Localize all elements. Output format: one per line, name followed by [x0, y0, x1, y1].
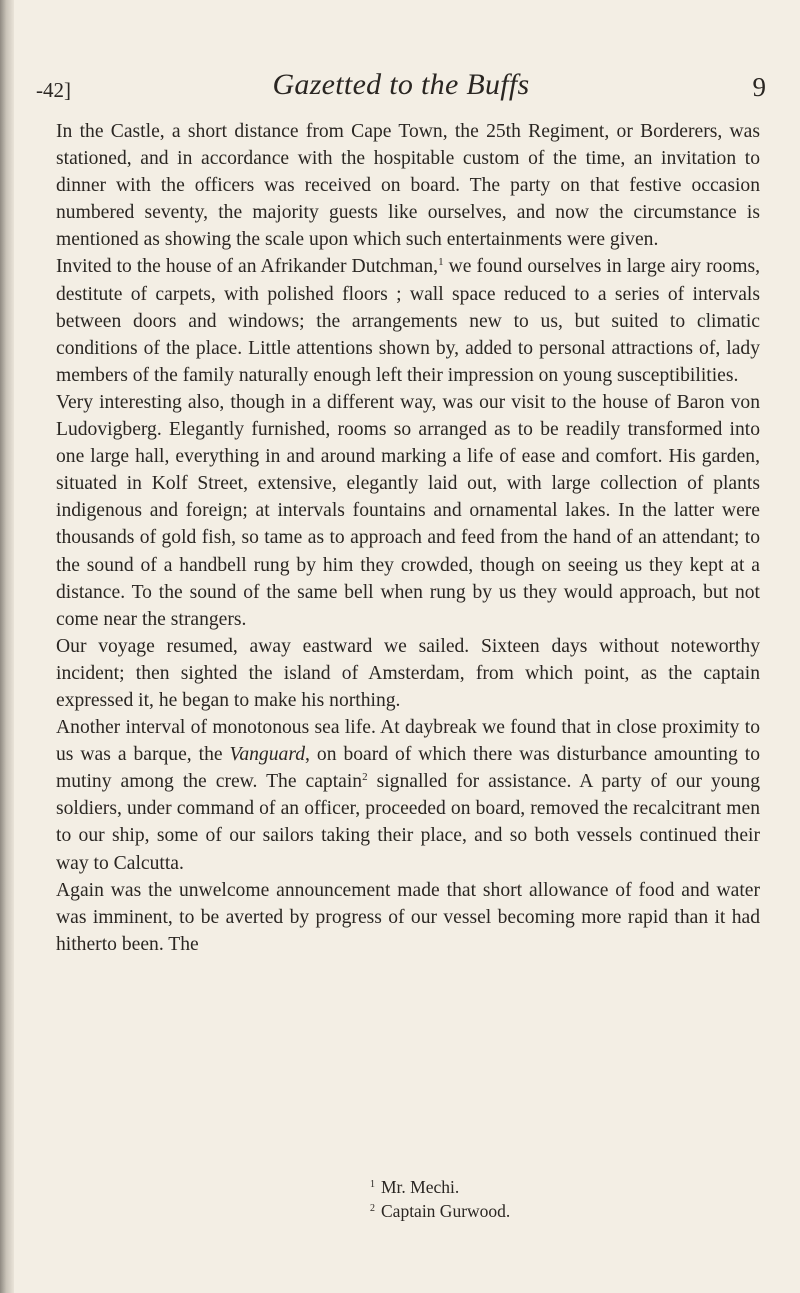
footnote-1 — [370, 1175, 510, 1199]
paragraph-castle: In the Castle, a short distance from Cape Town, the 25th Regiment, or Borderers, was stationed, and in accordance with the hospitable custom of the time, an invitation to dinner with the officers was received on board. The party on that festive occasion numbered seventy, the majority guests like ourselves, and now the circumstance is mentioned as showing the scale upon which such entertainments were given. — [56, 121, 760, 251]
running-head-title: Gazetted to the Buffs — [272, 68, 530, 101]
footnotes — [370, 1175, 510, 1223]
footnote-1-text: Mr. Mechi. — [381, 1177, 460, 1197]
paragraph-vanguard-part3: signalled for assistance. A party of our young soldiers, under command of an officer, proceeded on board, removed the recalcitrant men to our ship, some of our sailors taking their place, and so both vessels continued their way to Calcutta. — [56, 771, 760, 874]
paragraph-afrikander-lead: Invited to the house of an Afrikander Dutchman, — [56, 256, 439, 278]
running-head — [36, 68, 766, 108]
page-binding-edge — [0, 0, 14, 1293]
footnote-2-text: Captain Gurwood. — [381, 1201, 511, 1221]
footnote-2 — [370, 1199, 510, 1223]
running-head-left-fragment: -42] — [36, 78, 71, 102]
footnote-ref-1: 1 — [438, 256, 444, 269]
paragraph-allowance: Again was the unwelcome announcement made that short allowance of food and water was imminent, to be averted by progress of our vessel becoming more rapid than it had hitherto been. The — [56, 879, 760, 955]
paragraph-baron: Very interesting also, though in a different way, was our visit to the house of Baron von Ludovigberg. Elegantly furnished, rooms so arranged as to be readily transformed into one large hall, everything in and around marking a life of ease and comfort. His garden, situated in Kolf Street, extensive, elegantly laid out, with large collection of plants indigenous and foreign; at intervals fountains and ornamental lakes. In the latter were thousands of gold fish, so tame as to approach and feed from the hand of an attendant; to the sound of a handbell rung by him they crowded, though on seeing us they kept at a distance. To the sound of the same bell when rung by us they would approach, but not come near the strangers. — [56, 391, 760, 630]
paragraph-vanguard-part2: , on board of which there was disturbance amounting to mutiny among the crew. The captain — [56, 744, 760, 793]
ship-name: Vanguard — [229, 744, 306, 766]
page-number: 9 — [752, 72, 766, 102]
paragraph-voyage: Our voyage resumed, away eastward we sailed. Sixteen days without noteworthy incident; then sighted the island of Amsterdam, from which point, as the captain expressed it, he began to make his northing. — [56, 635, 760, 711]
footnote-ref-2: 2 — [362, 771, 368, 784]
paragraph-vanguard — [56, 714, 760, 877]
body-text — [56, 118, 760, 958]
paragraph-afrikander-rest: we found ourselves in large airy rooms, destitute of carpets, with polished floors ; wall space reduced to a series of intervals between doors and windows; the arrangements new to us, but suited to climatic conditions of the place. Little attentions shown by, added to personal attractions of, lady members of the family naturally enough left their impression on young susceptibilities. — [56, 256, 760, 386]
paragraph-afrikander — [56, 253, 760, 388]
paragraph-vanguard-part1: Another interval of monotonous sea life. At daybreak we found that in close proximity to us was a barque, the — [56, 717, 760, 766]
footnote-1-marker: 1 — [370, 1179, 375, 1190]
footnote-2-marker: 2 — [370, 1203, 375, 1214]
